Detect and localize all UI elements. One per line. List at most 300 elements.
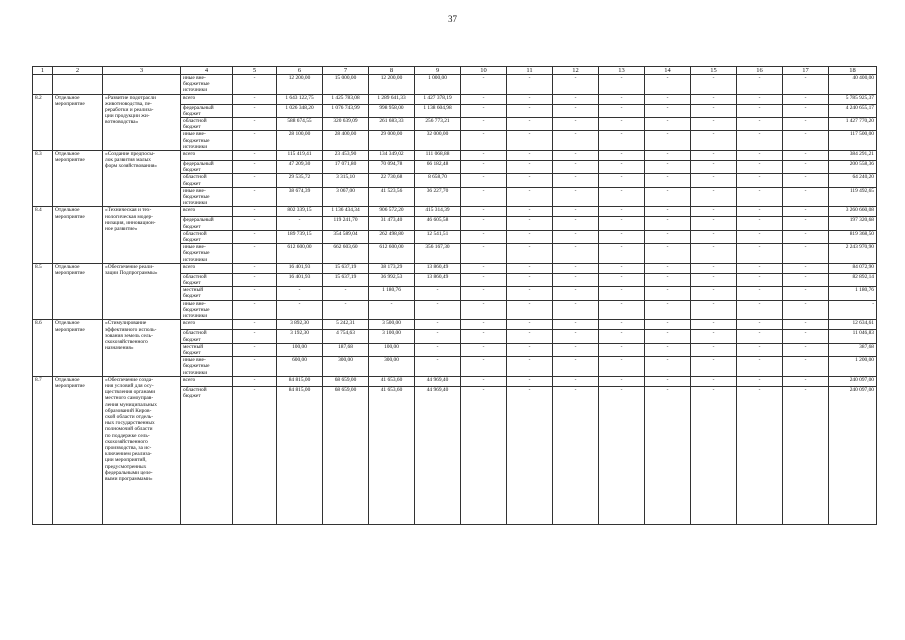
value-cell: - xyxy=(553,207,599,217)
value-cell: - xyxy=(691,94,737,104)
value-cell: 28 100,00 xyxy=(277,131,323,151)
value-cell: - xyxy=(691,104,737,117)
total-cell: 64 240,20 xyxy=(829,174,877,187)
total-cell: 82 892,14 xyxy=(829,273,877,286)
value-cell: - xyxy=(507,357,553,377)
value-cell: - xyxy=(599,343,645,356)
value-cell: 802 339,15 xyxy=(277,207,323,217)
value-cell: - xyxy=(233,376,277,386)
value-cell: - xyxy=(415,343,461,356)
value-cell: - xyxy=(645,330,691,343)
value-cell: - xyxy=(461,300,507,320)
value-cell: - xyxy=(507,320,553,330)
funding-source-cell: федеральный бюджет xyxy=(181,104,233,117)
value-cell: 8 658,70 xyxy=(415,174,461,187)
value-cell: - xyxy=(691,263,737,273)
value-cell: - xyxy=(507,75,553,95)
column-header: 1 xyxy=(33,67,53,75)
column-number-row xyxy=(33,67,877,75)
budget-table xyxy=(32,66,877,525)
event-name-cell: «Техническая и тех- нологическая модер- низация, инновацион- ное развитие» xyxy=(103,207,181,263)
value-cell: - xyxy=(691,273,737,286)
value-cell: - xyxy=(461,287,507,300)
value-cell: 68 659,00 xyxy=(323,376,369,386)
value-cell: 38 173,29 xyxy=(369,263,415,273)
value-cell: 46 605,58 xyxy=(415,217,461,230)
value-cell: - xyxy=(783,151,829,161)
value-cell: - xyxy=(553,263,599,273)
value-cell: 1 643 122,75 xyxy=(277,94,323,104)
value-cell: 3 067,00 xyxy=(323,187,369,207)
value-cell: - xyxy=(737,131,783,151)
value-cell: - xyxy=(553,174,599,187)
value-cell: 300,00 xyxy=(369,357,415,377)
value-cell: 66 182,48 xyxy=(415,161,461,174)
value-cell: 3 100,00 xyxy=(369,330,415,343)
total-cell: 1 200,00 xyxy=(829,357,877,377)
value-cell: - xyxy=(599,357,645,377)
value-cell: 187,68 xyxy=(323,343,369,356)
funding-source-cell: областной бюджет xyxy=(181,230,233,243)
value-cell: - xyxy=(553,357,599,377)
value-cell: - xyxy=(553,151,599,161)
value-cell: - xyxy=(737,94,783,104)
value-cell: - xyxy=(783,94,829,104)
value-cell: - xyxy=(737,343,783,356)
value-cell: 44 969,40 xyxy=(415,386,461,524)
value-cell: 1 136 434,34 xyxy=(323,207,369,217)
funding-source-cell: федеральный бюджет xyxy=(181,217,233,230)
table-row xyxy=(33,207,877,217)
value-cell: - xyxy=(461,174,507,187)
row-number-cell: 8.6 xyxy=(33,320,53,376)
total-cell: 819 368,50 xyxy=(829,230,877,243)
value-cell: - xyxy=(599,187,645,207)
value-cell: - xyxy=(783,300,829,320)
value-cell: - xyxy=(691,187,737,207)
value-cell: - xyxy=(599,376,645,386)
value-cell: - xyxy=(691,75,737,95)
value-cell: - xyxy=(645,357,691,377)
funding-source-cell: областной бюджет xyxy=(181,174,233,187)
value-cell: - xyxy=(691,287,737,300)
value-cell: - xyxy=(599,320,645,330)
value-cell: - xyxy=(691,320,737,330)
value-cell: 4 754,63 xyxy=(323,330,369,343)
value-cell: - xyxy=(233,287,277,300)
column-header: 9 xyxy=(415,67,461,75)
value-cell: 32 000,00 xyxy=(415,131,461,151)
column-header: 8 xyxy=(369,67,415,75)
value-cell: 13 860,49 xyxy=(415,273,461,286)
funding-source-cell: иные вне- бюджетные источники xyxy=(181,300,233,320)
value-cell: - xyxy=(233,161,277,174)
value-cell: - xyxy=(553,376,599,386)
value-cell: 1 425 783,08 xyxy=(323,94,369,104)
value-cell: - xyxy=(737,207,783,217)
value-cell: - xyxy=(783,376,829,386)
value-cell: - xyxy=(233,151,277,161)
funding-source-cell: всего xyxy=(181,207,233,217)
value-cell: 41 653,60 xyxy=(369,376,415,386)
value-cell: - xyxy=(233,263,277,273)
value-cell: - xyxy=(737,118,783,131)
value-cell: - xyxy=(553,343,599,356)
value-cell: 1 076 743,99 xyxy=(323,104,369,117)
value-cell: - xyxy=(737,151,783,161)
event-type-cell: Отдельное мероприятие xyxy=(53,151,103,207)
value-cell: 5 242,31 xyxy=(323,320,369,330)
value-cell: - xyxy=(461,357,507,377)
column-header: 2 xyxy=(53,67,103,75)
value-cell: - xyxy=(507,263,553,273)
value-cell: - xyxy=(277,217,323,230)
value-cell: - xyxy=(737,386,783,524)
event-name-cell xyxy=(103,75,181,95)
column-header: 3 xyxy=(103,67,181,75)
event-type-cell: Отдельное мероприятие xyxy=(53,263,103,319)
value-cell: 3 500,00 xyxy=(369,320,415,330)
value-cell: - xyxy=(461,263,507,273)
value-cell: - xyxy=(737,300,783,320)
event-type-cell: Отдельное мероприятие xyxy=(53,207,103,263)
value-cell: - xyxy=(691,131,737,151)
total-cell: 84 072,90 xyxy=(829,263,877,273)
column-header: 18 xyxy=(829,67,877,75)
value-cell: - xyxy=(599,287,645,300)
value-cell: - xyxy=(507,131,553,151)
value-cell: - xyxy=(737,75,783,95)
funding-source-cell: всего xyxy=(181,151,233,161)
value-cell: - xyxy=(233,300,277,320)
value-cell: - xyxy=(783,75,829,95)
value-cell: - xyxy=(691,330,737,343)
value-cell: - xyxy=(599,151,645,161)
value-cell: - xyxy=(691,357,737,377)
value-cell: - xyxy=(599,104,645,117)
value-cell: - xyxy=(599,94,645,104)
total-cell: 5 785 925,37 xyxy=(829,94,877,104)
value-cell: 31 473,40 xyxy=(369,217,415,230)
column-header: 14 xyxy=(645,67,691,75)
row-number-cell: 8.7 xyxy=(33,376,53,524)
value-cell: - xyxy=(783,330,829,343)
value-cell: - xyxy=(737,376,783,386)
value-cell: - xyxy=(645,300,691,320)
value-cell: 262 498,80 xyxy=(369,230,415,243)
value-cell: 320 639,09 xyxy=(323,118,369,131)
value-cell: - xyxy=(691,151,737,161)
value-cell: 256 773,21 xyxy=(415,118,461,131)
value-cell: - xyxy=(461,230,507,243)
value-cell: - xyxy=(233,230,277,243)
value-cell: - xyxy=(691,230,737,243)
value-cell: 44 969,40 xyxy=(415,376,461,386)
value-cell: - xyxy=(233,343,277,356)
funding-source-cell: областной бюджет xyxy=(181,330,233,343)
value-cell: - xyxy=(461,104,507,117)
value-cell: - xyxy=(691,386,737,524)
value-cell: 189 739,15 xyxy=(277,230,323,243)
event-type-cell xyxy=(53,75,103,95)
value-cell: 12 541,51 xyxy=(415,230,461,243)
value-cell: 16 401,93 xyxy=(277,273,323,286)
value-cell: - xyxy=(461,244,507,264)
funding-source-cell: всего xyxy=(181,94,233,104)
value-cell: 13 860,49 xyxy=(415,263,461,273)
value-cell: - xyxy=(553,230,599,243)
row-number-cell: 8.2 xyxy=(33,94,53,150)
column-header: 10 xyxy=(461,67,507,75)
table-row xyxy=(33,75,877,95)
value-cell: 906 572,20 xyxy=(369,207,415,217)
value-cell: - xyxy=(461,376,507,386)
value-cell: - xyxy=(599,300,645,320)
value-cell: 612 600,00 xyxy=(369,244,415,264)
value-cell: - xyxy=(507,217,553,230)
value-cell: 68 659,00 xyxy=(323,386,369,524)
value-cell: - xyxy=(415,320,461,330)
value-cell: - xyxy=(783,320,829,330)
row-number-cell: 8.5 xyxy=(33,263,53,319)
value-cell: 22 730,68 xyxy=(369,174,415,187)
value-cell: 115 419,41 xyxy=(277,151,323,161)
value-cell: - xyxy=(691,300,737,320)
value-cell: - xyxy=(691,118,737,131)
value-cell: 38 674,39 xyxy=(277,187,323,207)
value-cell: 23 453,90 xyxy=(323,151,369,161)
value-cell: - xyxy=(233,273,277,286)
funding-source-cell: областной бюджет xyxy=(181,386,233,524)
value-cell: - xyxy=(783,230,829,243)
value-cell: - xyxy=(507,118,553,131)
value-cell: - xyxy=(553,273,599,286)
total-cell: 200 558,36 xyxy=(829,161,877,174)
value-cell: 111 068,88 xyxy=(415,151,461,161)
value-cell: - xyxy=(645,131,691,151)
value-cell: - xyxy=(507,386,553,524)
event-type-cell: Отдельное мероприятие xyxy=(53,376,103,524)
value-cell: - xyxy=(461,131,507,151)
total-cell: 119 492,65 xyxy=(829,187,877,207)
value-cell: 84 815,00 xyxy=(277,376,323,386)
funding-source-cell: местный бюджет xyxy=(181,343,233,356)
total-cell: 240 097,00 xyxy=(829,386,877,524)
total-cell: - xyxy=(829,300,877,320)
funding-source-cell: иные вне- бюджетные источники xyxy=(181,131,233,151)
value-cell: - xyxy=(599,263,645,273)
value-cell: - xyxy=(507,94,553,104)
value-cell: - xyxy=(599,273,645,286)
funding-source-cell: иные вне- бюджетные источники xyxy=(181,187,233,207)
value-cell: - xyxy=(507,207,553,217)
value-cell: - xyxy=(783,161,829,174)
value-cell: - xyxy=(645,320,691,330)
value-cell: - xyxy=(507,104,553,117)
value-cell: - xyxy=(507,300,553,320)
value-cell: - xyxy=(507,161,553,174)
value-cell: 119 241,70 xyxy=(323,217,369,230)
value-cell: 1 180,76 xyxy=(369,287,415,300)
value-cell: 12 200,00 xyxy=(277,75,323,95)
value-cell: - xyxy=(323,287,369,300)
value-cell: - xyxy=(233,244,277,264)
total-cell: 240 097,00 xyxy=(829,376,877,386)
value-cell: - xyxy=(783,287,829,300)
event-type-cell: Отдельное мероприятие xyxy=(53,320,103,376)
value-cell: - xyxy=(507,330,553,343)
value-cell: 1 427 378,19 xyxy=(415,94,461,104)
value-cell: 998 958,00 xyxy=(369,104,415,117)
value-cell: - xyxy=(461,273,507,286)
value-cell: - xyxy=(737,161,783,174)
value-cell: - xyxy=(691,174,737,187)
value-cell: - xyxy=(645,151,691,161)
value-cell: - xyxy=(507,287,553,300)
value-cell: - xyxy=(461,151,507,161)
event-name-cell: «Стимулирование эффективного исполь- зования земель сель- скохозяйственного назначения» xyxy=(103,320,181,376)
value-cell: - xyxy=(461,320,507,330)
table-row xyxy=(33,151,877,161)
value-cell: - xyxy=(691,207,737,217)
value-cell: - xyxy=(415,357,461,377)
total-cell: 11 046,83 xyxy=(829,330,877,343)
total-cell: 384 291,21 xyxy=(829,151,877,161)
value-cell: 1 289 641,33 xyxy=(369,94,415,104)
value-cell: 36 227,70 xyxy=(415,187,461,207)
total-cell: 1 180,76 xyxy=(829,287,877,300)
page-number: 37 xyxy=(448,14,457,24)
value-cell: - xyxy=(783,343,829,356)
funding-source-cell: иные вне- бюджетные источники xyxy=(181,357,233,377)
value-cell: 41 523,56 xyxy=(369,187,415,207)
value-cell: - xyxy=(461,343,507,356)
value-cell: 354 589,04 xyxy=(323,230,369,243)
value-cell: 28 400,00 xyxy=(323,131,369,151)
row-number-cell: 8.3 xyxy=(33,151,53,207)
value-cell: - xyxy=(461,330,507,343)
event-type-cell: Отдельное мероприятие xyxy=(53,94,103,150)
value-cell: - xyxy=(645,104,691,117)
value-cell: - xyxy=(461,75,507,95)
value-cell: 41 653,60 xyxy=(369,386,415,524)
value-cell: - xyxy=(645,230,691,243)
value-cell: - xyxy=(233,118,277,131)
value-cell: 3 192,30 xyxy=(277,330,323,343)
value-cell: 100,00 xyxy=(369,343,415,356)
value-cell: 415 314,39 xyxy=(415,207,461,217)
value-cell: - xyxy=(783,386,829,524)
value-cell: - xyxy=(233,187,277,207)
funding-source-cell: областной бюджет xyxy=(181,273,233,286)
total-cell: 12 634,61 xyxy=(829,320,877,330)
total-cell: 3 260 660,08 xyxy=(829,207,877,217)
value-cell: - xyxy=(783,118,829,131)
value-cell: - xyxy=(691,161,737,174)
value-cell: 600,00 xyxy=(277,357,323,377)
value-cell: - xyxy=(233,207,277,217)
funding-source-cell: всего xyxy=(181,320,233,330)
value-cell: - xyxy=(233,320,277,330)
value-cell: - xyxy=(737,357,783,377)
total-cell: 4 240 655,17 xyxy=(829,104,877,117)
value-cell: - xyxy=(645,263,691,273)
value-cell: - xyxy=(507,273,553,286)
value-cell: - xyxy=(507,376,553,386)
value-cell: - xyxy=(783,104,829,117)
value-cell: - xyxy=(599,217,645,230)
value-cell: - xyxy=(599,244,645,264)
value-cell: - xyxy=(277,300,323,320)
value-cell: - xyxy=(599,75,645,95)
value-cell: - xyxy=(599,330,645,343)
total-cell: 117 500,00 xyxy=(829,131,877,151)
value-cell: - xyxy=(737,104,783,117)
value-cell: - xyxy=(737,330,783,343)
value-cell: - xyxy=(737,273,783,286)
value-cell: - xyxy=(691,376,737,386)
value-cell: 261 683,33 xyxy=(369,118,415,131)
value-cell: - xyxy=(599,131,645,151)
table-row xyxy=(33,320,877,330)
event-name-cell: «Обеспечение созда- ния условий для осу- ществления органами местного самоуправ- ления муниципальных образований Киров- ской области отдель- ных государственных полномочий области по поддержке сель- скохозяйственного производства, за ис- ключением реализа- ции мероприятий, предусмотренных федеральными целе- выми программами» xyxy=(103,376,181,524)
value-cell: - xyxy=(737,217,783,230)
value-cell: 300,00 xyxy=(323,357,369,377)
value-cell: 15 000,00 xyxy=(323,75,369,95)
row-number-cell: 8.4 xyxy=(33,207,53,263)
total-cell: 197 320,68 xyxy=(829,217,877,230)
funding-source-cell: местный бюджет xyxy=(181,287,233,300)
column-header: 17 xyxy=(783,67,829,75)
value-cell: - xyxy=(645,287,691,300)
value-cell: - xyxy=(599,118,645,131)
value-cell: - xyxy=(783,244,829,264)
value-cell: 36 992,53 xyxy=(369,273,415,286)
value-cell: - xyxy=(553,104,599,117)
value-cell: - xyxy=(645,376,691,386)
value-cell: - xyxy=(507,343,553,356)
value-cell: - xyxy=(507,244,553,264)
event-name-cell: «Развитие подотрасли животноводства, пе- реработки и реализа- ции продукции жи- вотноводства» xyxy=(103,94,181,150)
value-cell: 47 209,30 xyxy=(277,161,323,174)
value-cell: - xyxy=(645,118,691,131)
value-cell: - xyxy=(233,104,277,117)
value-cell: - xyxy=(783,217,829,230)
value-cell: - xyxy=(737,187,783,207)
column-header: 7 xyxy=(323,67,369,75)
value-cell: - xyxy=(507,151,553,161)
column-header: 4 xyxy=(181,67,233,75)
value-cell: - xyxy=(507,174,553,187)
value-cell: - xyxy=(461,94,507,104)
event-name-cell: «Создание предпосы- лок развития малых форм хозяйствования» xyxy=(103,151,181,207)
funding-source-cell: всего xyxy=(181,263,233,273)
value-cell: 15 637,19 xyxy=(323,273,369,286)
total-cell: 40 400,00 xyxy=(829,75,877,95)
value-cell: - xyxy=(553,75,599,95)
value-cell: - xyxy=(645,386,691,524)
value-cell: - xyxy=(461,118,507,131)
value-cell: 612 600,00 xyxy=(277,244,323,264)
value-cell: - xyxy=(553,287,599,300)
value-cell: - xyxy=(645,161,691,174)
value-cell: - xyxy=(233,131,277,151)
value-cell: 356 167,30 xyxy=(415,244,461,264)
event-name-cell: «Обеспечение реали- зации Подпрограммы» xyxy=(103,263,181,319)
value-cell: - xyxy=(553,118,599,131)
value-cell: - xyxy=(783,131,829,151)
value-cell: - xyxy=(783,273,829,286)
